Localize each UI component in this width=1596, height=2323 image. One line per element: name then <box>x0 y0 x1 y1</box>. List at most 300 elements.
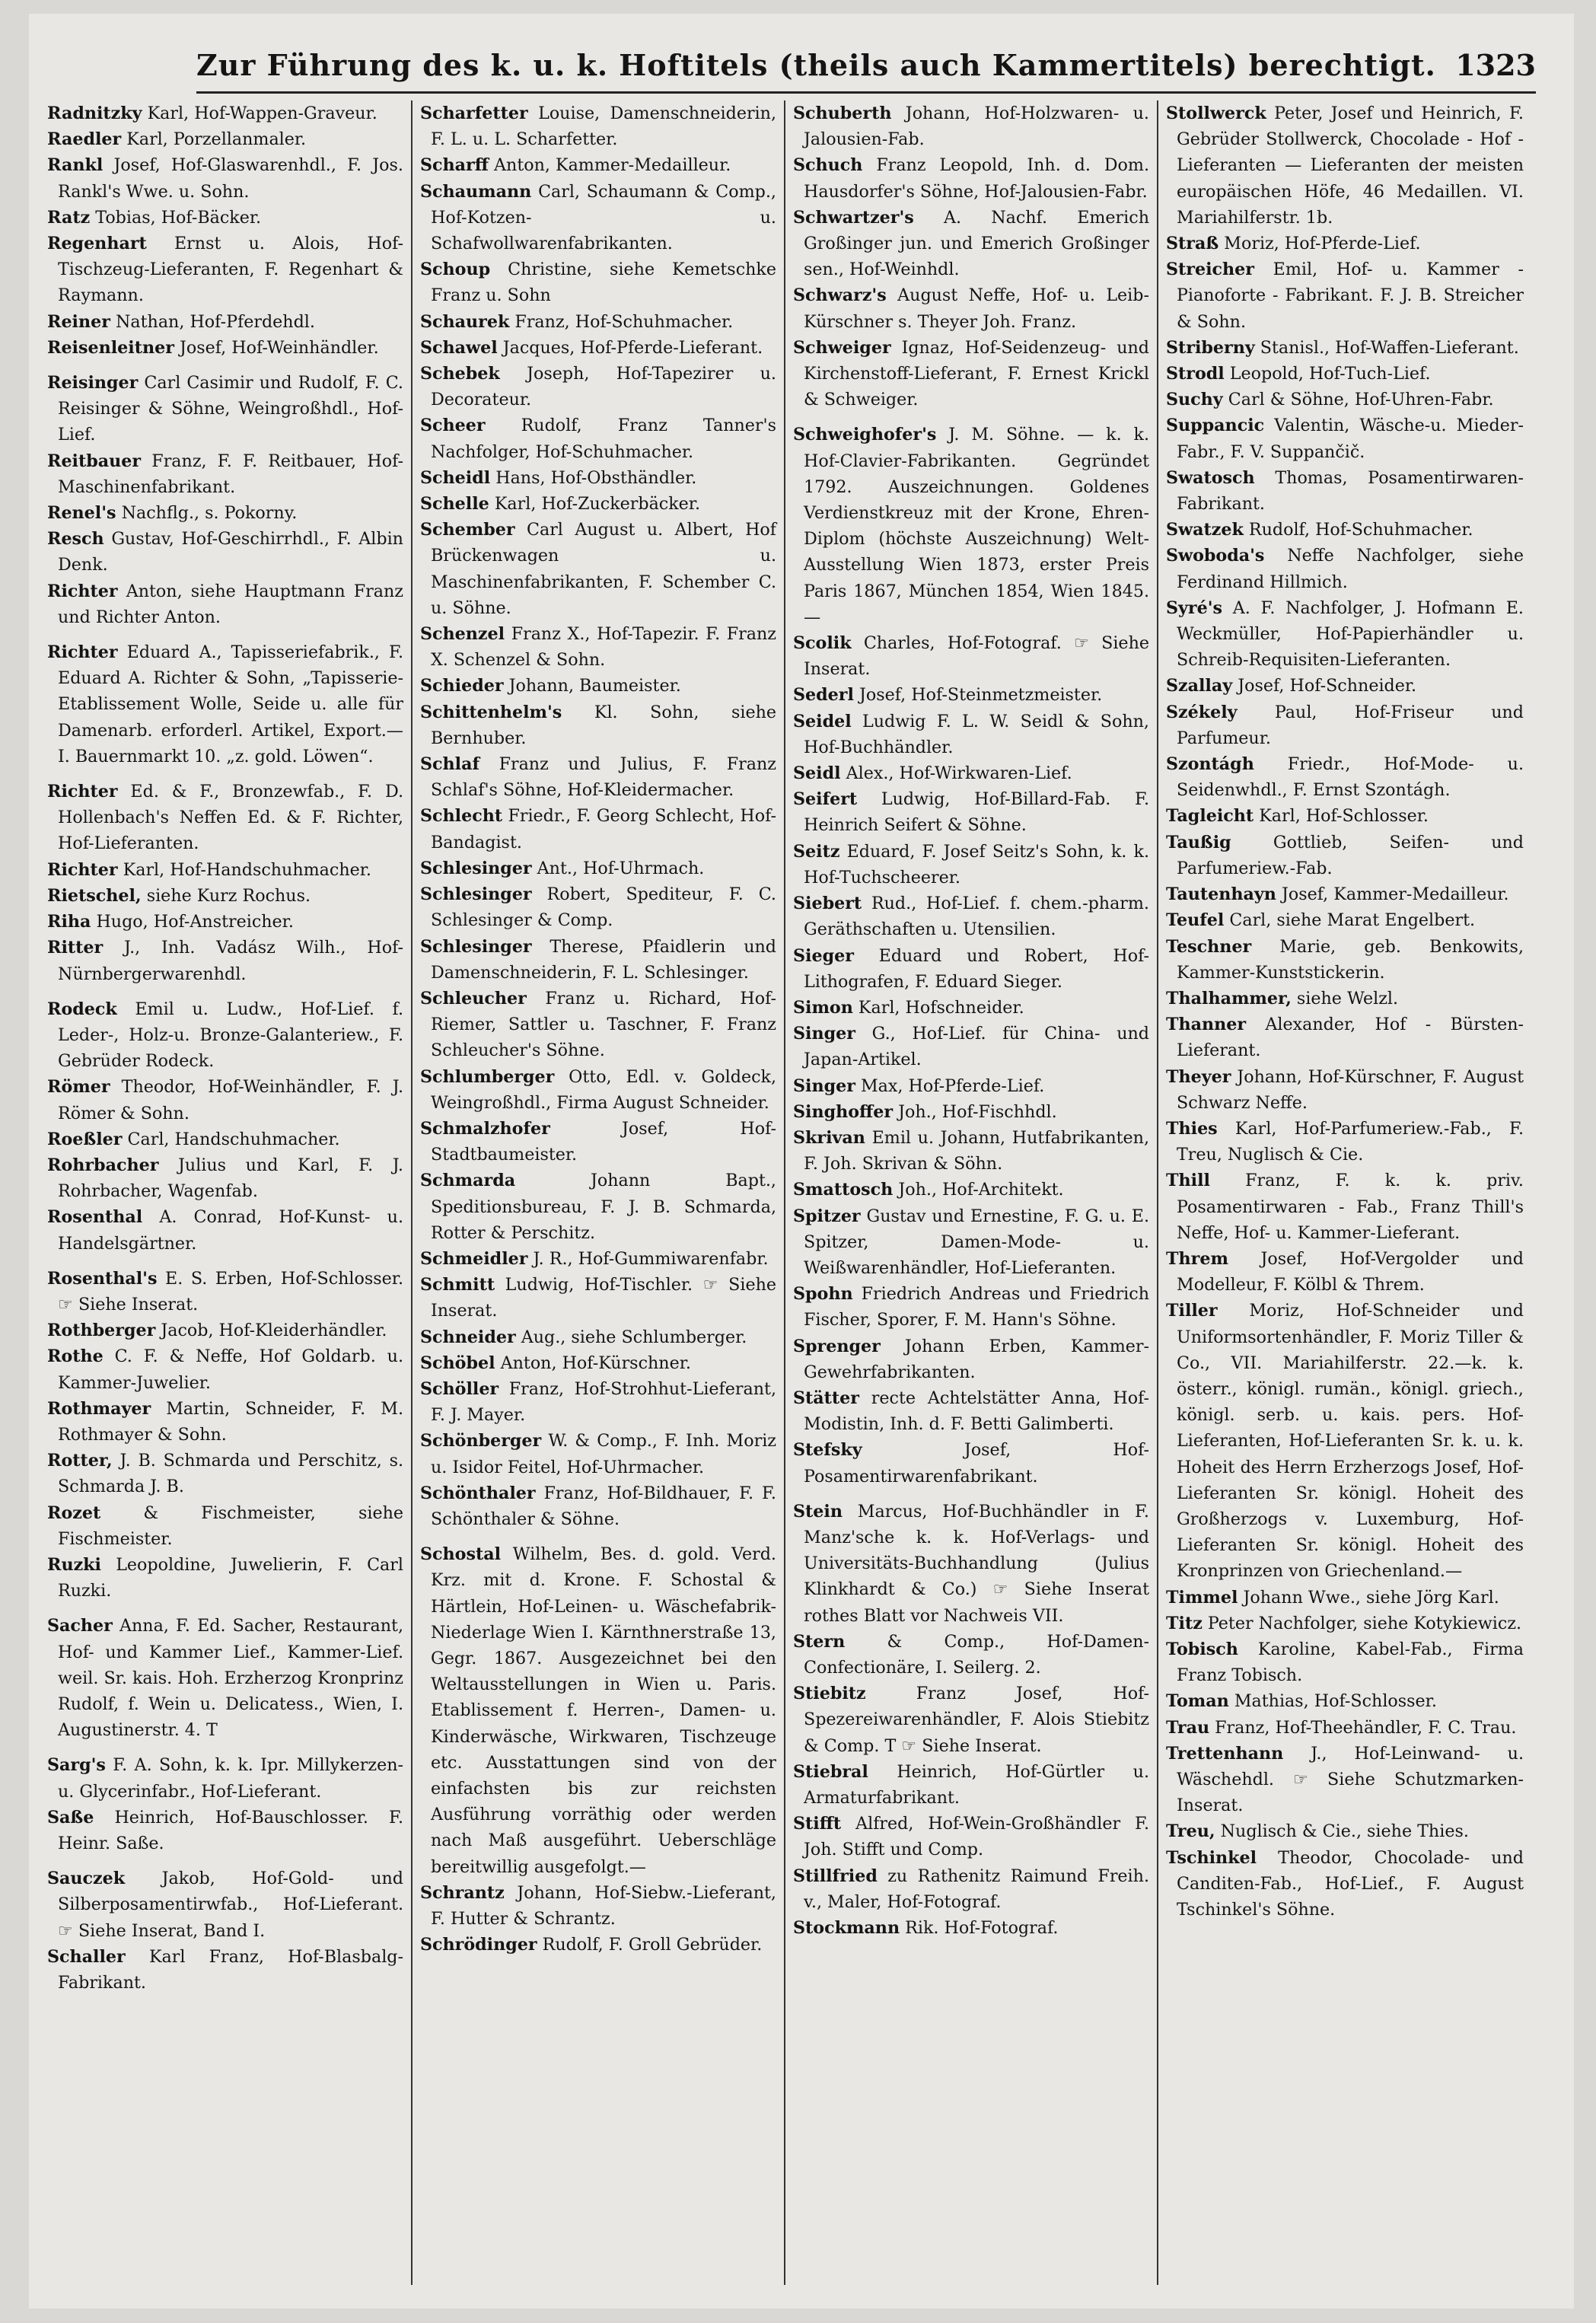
entry-text: Carl & Söhne, Hof-Uhren-Fabr. <box>1228 390 1494 410</box>
entry-name: Suppancic <box>1166 416 1265 436</box>
entry-text: & Fischmeister, siehe Fischmeister. <box>58 1502 403 1549</box>
entry-text: Franz, Hof-Theehändler, F. C. Trau. <box>1215 1717 1517 1738</box>
entry-name: Stillfried <box>793 1866 878 1886</box>
entry-text: Moriz, Hof-Pferde-Lief. <box>1224 234 1421 254</box>
directory-entry <box>793 786 1149 838</box>
directory-entry <box>793 282 1149 334</box>
directory-entry <box>793 943 1149 995</box>
entry-name: Skrivan <box>793 1127 865 1148</box>
entry-text: Franz, Hof-Schuhmacher. <box>514 311 734 332</box>
entry-name: Titz <box>1166 1613 1203 1633</box>
entry-name: Schweighofer's <box>793 425 937 445</box>
directory-entry <box>420 673 776 699</box>
entry-name: Rosenthal <box>47 1207 143 1228</box>
column-3 <box>785 100 1158 2285</box>
directory-entry <box>47 309 403 335</box>
directory-columns <box>40 100 1531 2285</box>
entry-name: Schöller <box>420 1378 499 1399</box>
entry-text: Marcus, Hof-Buchhändler in F. Manz'sche k. k. Hof-Verlags- und Universitäts-Buchhandlung (Julius Klinkhardt & Co.) ☞ Siehe Inserat rothes Blatt vor Nachweis VII. <box>804 1501 1149 1626</box>
entry-text: J. R., Hof-Gummiwarenfabr. <box>533 1248 769 1269</box>
directory-entry <box>1166 1012 1524 1063</box>
entry-name: Thill <box>1166 1171 1210 1191</box>
entry-name: Rothmayer <box>47 1398 151 1419</box>
entry-text: Gottlieb, Seifen- und Parfumeriew.-Fab. <box>1177 832 1524 878</box>
directory-entry <box>47 883 403 909</box>
directory-entry <box>1166 100 1524 231</box>
entry-name: Siebert <box>793 894 862 914</box>
directory-entry <box>47 152 403 204</box>
entry-name: Tiller <box>1166 1301 1218 1321</box>
entry-name: Rohrbacher <box>47 1155 159 1175</box>
entry-name: Seifert <box>793 789 858 810</box>
directory-entry <box>1166 1168 1524 1246</box>
entry-text: Johann, Baumeister. <box>508 676 681 696</box>
entry-name: Stockmann <box>793 1918 900 1939</box>
directory-entry <box>47 126 403 152</box>
directory-entry <box>420 517 776 621</box>
entry-name: Smattosch <box>793 1180 894 1200</box>
entry-name: Stifft <box>793 1814 842 1834</box>
directory-entry <box>420 1350 776 1376</box>
entry-text: Hugo, Hof-Anstreicher. <box>96 912 294 932</box>
entry-text: G., Hof-Lief. für China- und Japan-Artikel. <box>804 1024 1149 1070</box>
entry-text: Rudolf, F. Groll Gebrüder. <box>542 1935 763 1955</box>
entry-text: Franz Josef, Hof-Spezereiwarenhändler, F. Alois Stiebitz & Comp. T ☞ Siehe Inserat. <box>804 1684 1149 1756</box>
entry-name: Scolik <box>793 633 852 654</box>
entry-name: Schebek <box>420 364 500 384</box>
entry-name: Tagleicht <box>1166 806 1254 827</box>
entry-text: F. A. Sohn, k. k. Ipr. Millykerzen- u. Glycerinfabr., Hof-Lieferant. <box>58 1755 403 1802</box>
entry-text: Johann Bapt., Speditionsbureau, F. J. B. Schmarda, Rotter & Perschitz. <box>431 1171 776 1243</box>
entry-name: Threm <box>1166 1248 1228 1269</box>
entry-name: Singer <box>793 1024 855 1044</box>
directory-entry <box>420 1324 776 1350</box>
entry-name: Streicher <box>1166 260 1254 280</box>
directory-entry <box>47 205 403 231</box>
directory-entry <box>420 309 776 335</box>
directory-entry <box>47 100 403 126</box>
entry-name: Seidl <box>793 763 841 784</box>
directory-entry <box>47 996 403 1075</box>
entry-text: Neffe Nachfolger, siehe Ferdinand Hillmich. <box>1177 546 1524 592</box>
directory-entry <box>47 1126 403 1152</box>
entry-text: Johann Erben, Kammer-Gewehrfabrikanten. <box>804 1336 1149 1382</box>
entry-text: Tobias, Hof-Bäcker. <box>95 207 262 228</box>
directory-entry <box>793 1681 1149 1759</box>
directory-entry <box>47 1552 403 1604</box>
directory-entry <box>793 1125 1149 1177</box>
entry-name: Schoup <box>420 260 491 280</box>
directory-entry <box>793 1385 1149 1437</box>
entry-name: Reisinger <box>47 373 139 394</box>
entry-text: E. S. Erben, Hof-Schlosser. ☞ Siehe Inserat. <box>58 1268 403 1314</box>
entry-name: Rothberger <box>47 1321 156 1341</box>
entry-text: Ludwig, Hof-Tischler. ☞ Siehe Inserat. <box>431 1275 776 1321</box>
entry-text: Carl Casimir und Rudolf, F. C. Reisinger & Söhne, Weingroßhdl., Hof-Lief. <box>58 373 403 445</box>
entry-text: Max, Hof-Pferde-Lief. <box>860 1075 1045 1096</box>
directory-entry <box>1166 986 1524 1012</box>
directory-entry <box>793 1073 1149 1099</box>
entry-text: Karl, Hof-Parfumeriew.-Fab., F. Treu, Nuglisch & Cie. <box>1177 1118 1524 1165</box>
entry-text: Theodor, Chocolade- und Canditen-Fab., Hof-Lief., F. August Tschinkel's Söhne. <box>1177 1847 1524 1920</box>
directory-entry <box>1166 1298 1524 1584</box>
directory-entry <box>420 986 776 1064</box>
entry-name: Trettenhann <box>1166 1743 1284 1764</box>
entry-text: Anton, siehe Hauptmann Franz und Richter Anton. <box>58 581 403 627</box>
entry-text: Josef, Hof-Schneider. <box>1238 676 1417 696</box>
entry-name: Schlesinger <box>420 858 532 878</box>
entry-name: Schöbel <box>420 1353 495 1373</box>
directory-entry <box>1166 803 1524 829</box>
column-4 <box>1158 100 1531 2285</box>
entry-name: Tschinkel <box>1166 1847 1257 1868</box>
directory-entry <box>793 422 1149 630</box>
entry-name: Stätter <box>793 1388 859 1408</box>
directory-entry <box>1166 673 1524 699</box>
entry-name: Schlesinger <box>420 936 532 957</box>
entry-text: Franz, Hof-Bildhauer, F. F. Schönthaler & Söhne. <box>431 1483 776 1529</box>
directory-entry <box>47 909 403 935</box>
directory-entry <box>47 1613 403 1743</box>
entry-name: Suchy <box>1166 390 1223 410</box>
entry-text: Alexander, Hof - Bürsten-Lieferant. <box>1177 1015 1524 1061</box>
entry-text: Carl, Handschuhmacher. <box>127 1129 340 1149</box>
directory-entry <box>1166 699 1524 751</box>
directory-entry <box>793 760 1149 786</box>
entry-name: Simon <box>793 997 853 1018</box>
entry-name: Riha <box>47 912 91 932</box>
directory-entry <box>1166 1585 1524 1611</box>
entry-name: Schittenhelm's <box>420 702 562 722</box>
entry-text: Kl. Sohn, siehe Bernhuber. <box>431 702 776 748</box>
entry-name: Strodl <box>1166 364 1225 384</box>
directory-entry <box>47 1343 403 1395</box>
entry-text: Karl, Hof-Handschuhmacher. <box>123 859 371 880</box>
entry-name: Stern <box>793 1631 846 1652</box>
directory-entry <box>420 1541 776 1880</box>
entry-text: W. & Comp., F. Inh. Moriz u. Isidor Feitel, Hof-Uhrmacher. <box>431 1431 776 1477</box>
entry-name: Schember <box>420 520 515 540</box>
entry-text: & Comp., Hof-Damen-Confectionäre, I. Seilerg. 2. <box>804 1631 1149 1678</box>
directory-entry <box>420 856 776 881</box>
entry-text: Franz, F. F. Reitbauer, Hof-Maschinenfabrikant. <box>58 451 403 497</box>
entry-text: August Neffe, Hof- u. Leib-Kürschner s. Theyer Joh. Franz. <box>804 285 1149 332</box>
directory-entry <box>420 751 776 803</box>
directory-entry <box>47 1396 403 1448</box>
directory-entry <box>47 857 403 883</box>
entry-text: J. B. Schmarda und Perschitz, s. Schmarda J. B. <box>58 1451 404 1497</box>
directory-entry <box>47 231 403 309</box>
entry-name: Szallay <box>1166 676 1233 696</box>
entry-name: Teschner <box>1166 936 1252 957</box>
entry-text: Friedr., F. Georg Schlecht, Hof-Bandagist. <box>431 806 776 852</box>
entry-text: Josef, Hof-Weinhändler. <box>179 337 379 358</box>
entry-text: Aug., siehe Schlumberger. <box>521 1327 747 1347</box>
directory-entry <box>793 682 1149 708</box>
entry-name: Stein <box>793 1501 843 1522</box>
entry-name: Schlaf <box>420 754 480 775</box>
directory-entry <box>793 1021 1149 1072</box>
directory-entry <box>1166 1688 1524 1714</box>
entry-text: Gustav und Ernestine, F. G. u. E. Spitzer, Damen-Mode- u. Weißwarenhändler, Hof-Lieferanten. <box>804 1206 1149 1278</box>
directory-entry <box>420 257 776 308</box>
entry-name: Toman <box>1166 1691 1229 1712</box>
entry-text: Franz X., Hof-Tapezir. F. Franz X. Schenzel & Sohn. <box>431 624 776 671</box>
entry-name: Székely <box>1166 702 1238 722</box>
entry-text: Josef, Hof-Stadtbaumeister. <box>431 1118 776 1165</box>
directory-entry <box>420 465 776 491</box>
entry-text: Theodor, Hof-Weinhändler, F. J. Römer & Sohn. <box>58 1077 404 1123</box>
entry-name: Rodeck <box>47 999 117 1019</box>
directory-entry <box>1166 830 1524 881</box>
entry-text: Julius und Karl, F. J. Rohrbacher, Wagenfab. <box>58 1155 403 1202</box>
entry-text: Christine, siehe Kemetschke Franz u. Sohn <box>431 260 776 306</box>
entry-name: Richter <box>47 859 118 880</box>
entry-name: Scharfetter <box>420 104 528 123</box>
entry-name: Thalhammer, <box>1166 988 1292 1009</box>
directory-entry <box>1166 1741 1524 1819</box>
entry-text: Ignaz, Hof-Seidenzeug- und Kirchenstoff-Lieferant, F. Ernest Krickl & Schweiger. <box>804 337 1149 410</box>
entry-text: Franz Leopold, Inh. d. Dom. Hausdorfer's Söhne, Hof-Jalousien-Fabr. <box>804 155 1149 202</box>
directory-entry <box>793 709 1149 760</box>
entry-text: Alfred, Hof-Wein-Großhändler F. Joh. Stifft und Comp. <box>804 1814 1149 1860</box>
entry-text: Heinrich, Hof-Gürtler u. Armaturfabrikant. <box>804 1761 1149 1808</box>
directory-entry <box>793 1177 1149 1203</box>
entry-name: Richter <box>47 642 118 663</box>
entry-text: Franz, F. k. k. priv. Posamentirwaren - Fab., Franz Thill's Neffe, Hof- u. Kammer-Lieferant. <box>1177 1171 1524 1243</box>
entry-text: Josef, Hof-Glaswarenhdl., F. Jos. Rankl's Wwe. u. Sohn. <box>58 155 403 202</box>
entry-name: Rothe <box>47 1346 104 1367</box>
directory-entry <box>793 1203 1149 1282</box>
entry-name: Schieder <box>420 676 504 696</box>
entry-name: Teufel <box>1166 910 1225 931</box>
entry-text: Friedrich Andreas und Friedrich Fischer, Sporer, F. M. Hann's Söhne. <box>804 1284 1149 1330</box>
directory-entry <box>1166 1064 1524 1116</box>
entry-text: Joseph, Hof-Tapezirer u. Decorateur. <box>431 364 776 410</box>
directory-entry <box>793 1629 1149 1681</box>
directory-entry <box>420 1880 776 1932</box>
directory-entry <box>420 413 776 464</box>
directory-entry <box>793 839 1149 891</box>
directory-entry <box>47 1866 403 1944</box>
entry-text: Alex., Hof-Wirkwaren-Lief. <box>846 763 1072 784</box>
entry-name: Reisenleitner <box>47 337 174 358</box>
entry-text: Stanisl., Hof-Waffen-Lieferant. <box>1260 337 1519 358</box>
entry-text: Carl, Schaumann & Comp., Hof-Kotzen- u. Schafwollwarenfabrikanten. <box>431 181 776 254</box>
entry-text: Karl Franz, Hof-Blasbalg-Fabrikant. <box>58 1946 403 1993</box>
directory-entry <box>47 779 403 857</box>
column-1 <box>40 100 413 2285</box>
entry-text: siehe Kurz Rochus. <box>146 885 311 906</box>
entry-name: Schmalzhofer <box>420 1118 550 1139</box>
directory-entry <box>1166 881 1524 907</box>
entry-name: Scheer <box>420 416 486 436</box>
entry-text: Martin, Schneider, F. M. Rothmayer & Sohn. <box>58 1398 403 1445</box>
entry-text: Carl, siehe Marat Engelbert. <box>1229 910 1476 931</box>
directory-entry <box>420 881 776 933</box>
entry-text: Eduard A., Tapisseriefabrik., F. Eduard A. Richter & Sohn, „Tapisserie-Etablissement Wolle, Seide u. alle für Damenarb. erforderl. Artikel, Export.— I. Bauernmarkt 10. „z. gold. Löwen“. <box>58 642 403 766</box>
directory-entry <box>793 205 1149 283</box>
entry-text: Rudolf, Franz Tanner's Nachfolger, Hof-Schuhmacher. <box>431 416 777 462</box>
entry-name: Thanner <box>1166 1015 1247 1035</box>
entry-text: Eduard, F. Josef Seitz's Sohn, k. k. Hof-Tuchscheerer. <box>804 841 1149 887</box>
directory-entry <box>420 1376 776 1428</box>
entry-text: Johann, Hof-Kürschner, F. August Schwarz Neffe. <box>1177 1066 1524 1113</box>
entry-text: Nuglisch & Cie., siehe Thies. <box>1220 1821 1469 1842</box>
entry-name: Schmitt <box>420 1275 495 1295</box>
directory-entry <box>793 1499 1149 1629</box>
entry-text: Charles, Hof-Fotograf. ☞ Siehe Inserat. <box>804 633 1149 680</box>
directory-entry <box>1166 907 1524 933</box>
entry-text: Ernst u. Alois, Hof-Tischzeug-Lieferanten, F. Regenhart & Raymann. <box>58 234 403 306</box>
entry-text: Ludwig, Hof-Billard-Fab. F. Heinrich Seifert & Söhne. <box>804 789 1149 836</box>
directory-entry <box>47 1266 403 1318</box>
entry-name: Stollwerck <box>1166 104 1266 123</box>
entry-text: C. F. & Neffe, Hof Goldarb. u. Kammer-Juwelier. <box>58 1346 403 1393</box>
running-title: Zur Führung des k. u. k. Hoftitels (theils auch Kammertitels) berechtigt. <box>196 47 1436 82</box>
directory-entry <box>420 1116 776 1168</box>
entry-text: Gustav, Hof-Geschirrhdl., F. Albin Denk. <box>58 529 403 575</box>
entry-name: Ritter <box>47 938 104 958</box>
entry-text: Emil, Hof- u. Kammer - Pianoforte - Fabrikant. F. J. B. Streicher & Sohn. <box>1177 260 1524 332</box>
directory-entry <box>793 335 1149 413</box>
directory-entry <box>793 630 1149 682</box>
entry-text: Jacques, Hof-Pferde-Lieferant. <box>502 337 763 358</box>
directory-entry <box>1166 1636 1524 1688</box>
entry-name: Striberny <box>1166 337 1255 358</box>
entry-text: Karl, Hof-Zuckerbäcker. <box>494 494 701 515</box>
directory-entry <box>420 361 776 413</box>
directory-entry <box>1166 387 1524 413</box>
directory-entry <box>47 639 403 770</box>
entry-name: Seitz <box>793 841 840 862</box>
entry-name: Radnitzky <box>47 104 142 123</box>
entry-text: Karoline, Kabel-Fab., Firma Franz Tobisch. <box>1177 1639 1524 1686</box>
directory-entry <box>793 1915 1149 1941</box>
directory-entry <box>420 1272 776 1324</box>
directory-entry <box>420 491 776 517</box>
entry-name: Theyer <box>1166 1066 1231 1087</box>
entry-text: Franz und Julius, F. Franz Schlaf's Söhne, Hof-Kleidermacher. <box>431 754 776 801</box>
directory-entry <box>420 179 776 257</box>
entry-name: Straß <box>1166 234 1219 254</box>
entry-text: Joh., Hof-Architekt. <box>898 1180 1064 1200</box>
entry-name: Roeßler <box>47 1129 123 1149</box>
entry-name: Sederl <box>793 685 854 706</box>
directory-entry <box>1166 1845 1524 1923</box>
directory-entry <box>420 152 776 178</box>
entry-name: Spitzer <box>793 1206 861 1226</box>
directory-entry <box>47 1500 403 1552</box>
entry-name: Tautenhayn <box>1166 884 1276 905</box>
directory-entry <box>420 335 776 361</box>
entry-text: Thomas, Posamentirwaren-Fabrikant. <box>1177 467 1524 515</box>
entry-text: Karl, Porzellanmaler. <box>126 129 307 150</box>
directory-entry <box>47 370 403 448</box>
entry-text: Josef, Hof-Vergolder und Modelleur, F. Kölbl & Threm. <box>1177 1248 1524 1295</box>
directory-entry <box>1166 1611 1524 1636</box>
directory-entry <box>793 995 1149 1021</box>
entry-text: Joh., Hof-Fischhdl. <box>898 1101 1057 1122</box>
entry-name: Schmeidler <box>420 1248 528 1269</box>
entry-text: siehe Welzl. <box>1296 988 1399 1009</box>
entry-text: Rudolf, Hof-Schuhmacher. <box>1248 520 1473 540</box>
directory-entry <box>1166 465 1524 517</box>
directory-entry <box>420 1064 776 1116</box>
entry-name: Stefsky <box>793 1440 862 1461</box>
entry-text: Karl, Hof-Wappen-Graveur. <box>147 104 377 123</box>
entry-name: Spohn <box>793 1284 853 1305</box>
entry-text: Anton, Kammer-Medailleur. <box>494 155 731 176</box>
entry-text: recte Achtelstätter Anna, Hof-Modistin, Inh. d. F. Betti Galimberti. <box>804 1388 1149 1435</box>
directory-entry <box>420 1246 776 1272</box>
entry-text: J., Inh. Vadász Wilh., Hof-Nürnbergerwarenhdl. <box>58 938 403 984</box>
directory-entry <box>1166 231 1524 257</box>
entry-text: Otto, Edl. v. Goldeck, Weingroßhdl., Firma August Schneider. <box>431 1066 776 1113</box>
entry-text: Paul, Hof-Friseur und Parfumeur. <box>1177 702 1524 748</box>
page-header <box>196 38 1536 94</box>
entry-name: Singer <box>793 1075 855 1096</box>
entry-text: Jakob, Hof-Gold- und Silberposamentirwfab., Hof-Lieferant. ☞ Siehe Inserat, Band I. <box>58 1869 403 1941</box>
entry-name: Ratz <box>47 207 91 228</box>
entry-text: A. Nachf. Emerich Großinger jun. und Emerich Großinger sen., Hof-Weinhdl. <box>804 207 1149 280</box>
directory-entry <box>420 803 776 855</box>
entry-name: Rietschel, <box>47 885 142 906</box>
entry-name: Schneider <box>420 1327 516 1347</box>
entry-name: Taußig <box>1166 832 1231 852</box>
directory-entry <box>420 621 776 673</box>
directory-entry <box>47 500 403 526</box>
entry-text: Josef, Hof-Posamentirwarenfabrikant. <box>804 1440 1149 1487</box>
entry-name: Schönthaler <box>420 1483 536 1503</box>
directory-entry <box>793 1334 1149 1385</box>
directory-entry <box>1166 1818 1524 1844</box>
entry-name: Stiebral <box>793 1761 868 1782</box>
entry-name: Schleucher <box>420 988 527 1009</box>
directory-entry <box>47 526 403 578</box>
entry-text: Emil u. Ludw., Hof-Lief. f. Leder-, Holz-u. Bronze-Galanteriew., F. Gebrüder Rodeck. <box>58 999 403 1072</box>
directory-entry <box>47 1318 403 1343</box>
entry-name: Schwarz's <box>793 285 887 306</box>
entry-name: Ruzki <box>47 1554 101 1575</box>
entry-name: Sauczek <box>47 1869 126 1889</box>
entry-name: Rozet <box>47 1502 101 1523</box>
directory-entry <box>1166 751 1524 803</box>
entry-text: Peter Nachfolger, siehe Kotykiewicz. <box>1207 1613 1522 1633</box>
entry-name: Reitbauer <box>47 451 142 471</box>
entry-name: Singhoffer <box>793 1101 894 1122</box>
directory-entry <box>793 100 1149 152</box>
entry-name: Schrödinger <box>420 1935 537 1955</box>
entry-name: Sieger <box>793 945 854 966</box>
entry-text: Mathias, Hof-Schlosser. <box>1234 1691 1437 1712</box>
entry-text: Anna, F. Ed. Sacher, Restaurant, Hof- und Kammer Lief., Kammer-Lief. weil. Sr. kais. Hoh. Erzherzog Kronprinz Rudolf, f. Wein u. Delicatess., Wien, I. Augustinerstr. 4. T <box>58 1616 404 1741</box>
entry-text: Hans, Hof-Obsthändler. <box>495 467 697 488</box>
directory-entry <box>420 1168 776 1246</box>
entry-name: Schawel <box>420 337 498 358</box>
entry-text: Nachflg., s. Pokorny. <box>121 503 298 524</box>
directory-entry <box>47 335 403 361</box>
entry-name: Sarg's <box>47 1755 106 1776</box>
directory-entry <box>47 1944 403 1996</box>
entry-name: Schuch <box>793 155 863 176</box>
entry-name: Schuberth <box>793 104 892 123</box>
entry-text: Franz u. Richard, Hof-Riemer, Sattler u. Taschner, F. Franz Schleucher's Söhne. <box>431 988 776 1061</box>
entry-text: A. F. Nachfolger, J. Hofmann E. Weckmüller, Hof-Papierhändler u. Schreib-Requisiten-Lieferanten. <box>1177 597 1524 671</box>
directory-entry <box>1166 595 1524 674</box>
directory-entry <box>1166 543 1524 594</box>
entry-text: zu Rathenitz Raimund Freih. v., Maler, Hof-Fotograf. <box>804 1866 1149 1912</box>
